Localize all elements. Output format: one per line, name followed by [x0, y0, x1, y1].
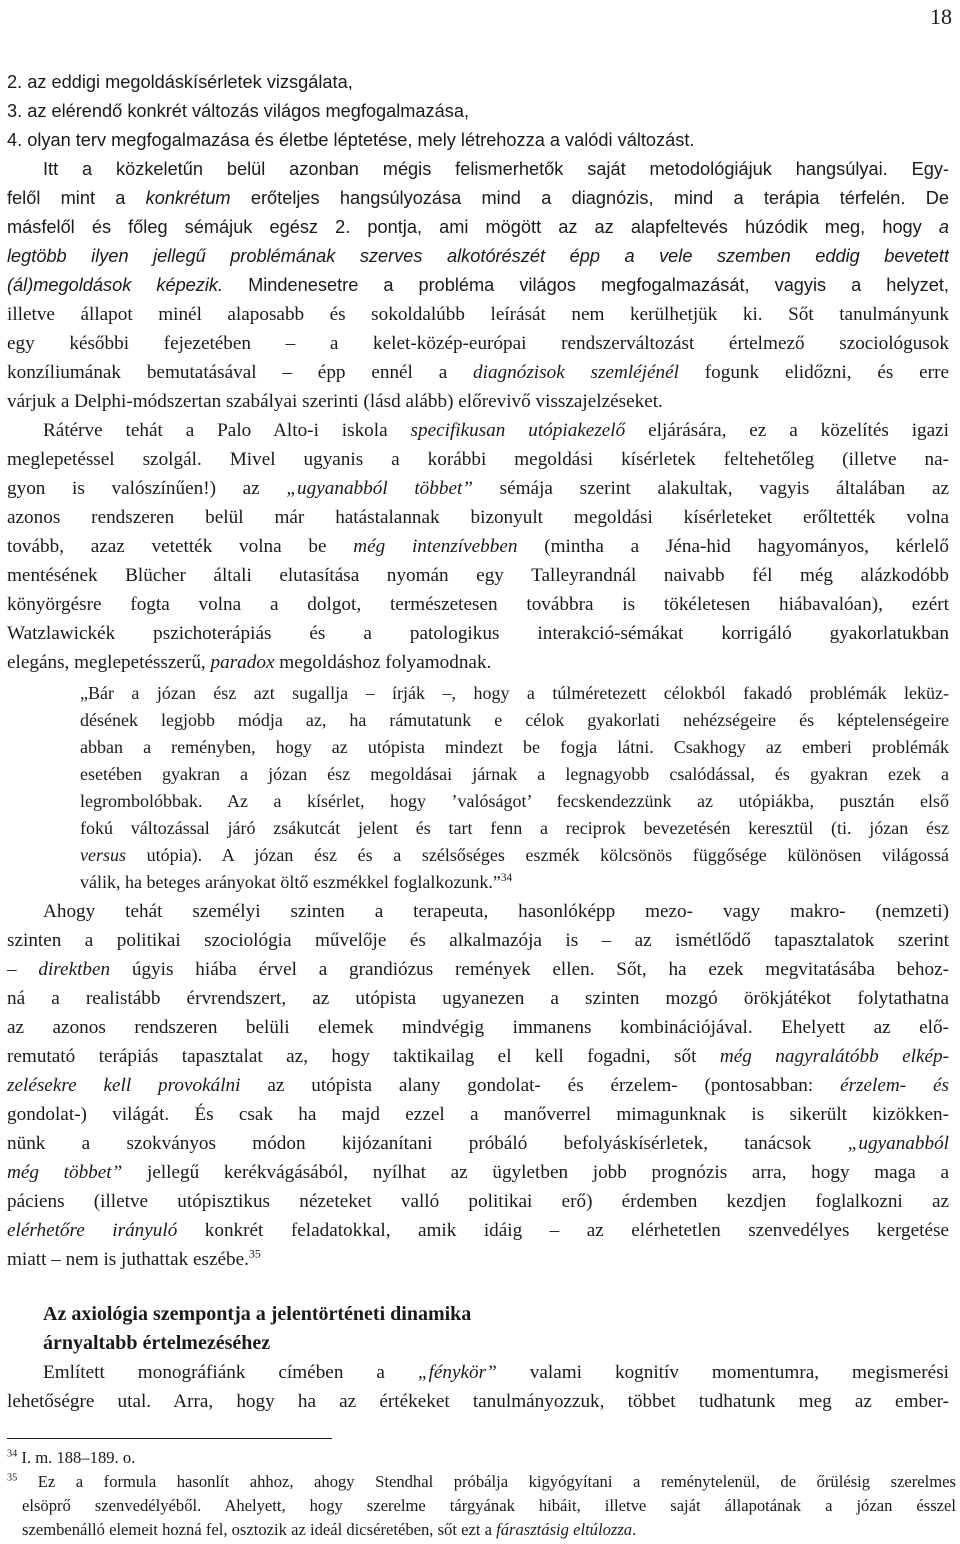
text-segment: mentésének Blücher általi elutasítása nyomán egy Talleyrandnál naivabb fél még alázkodóbb [7, 565, 949, 586]
text-line [7, 1158, 949, 1187]
text-segment: utópia). A józan ész és a szélsőséges eszmék kölcsönös függősége különösen világossá [126, 845, 949, 865]
text-segment: esetében gyakran a józan ész megoldásai járnak a legnagyobb csalódással, és gyakran ezek a [80, 764, 949, 784]
list-item [7, 97, 607, 126]
footnote-marker: 34 [500, 872, 513, 884]
text-segment: . [632, 1520, 637, 1539]
text-segment: „fénykör” [417, 1362, 497, 1383]
text-segment: felől mint a [7, 188, 146, 208]
quote-line [80, 868, 680, 897]
text-segment: eljárására, ez a közelítés igazi [625, 420, 949, 441]
text-line [7, 648, 647, 677]
footnote-line [22, 1518, 822, 1542]
text-segment: Ahogy tehát személyi szinten a terapeuta, hasonlóképp mezo- vagy makro- (nemzeti) [43, 901, 949, 922]
text-line [7, 329, 949, 358]
text-segment: válik, ha beteges arányokat öltő eszmékkel foglalkozunk.” [80, 872, 501, 892]
list-item [7, 68, 427, 97]
text-segment: erőteljes hangsúlyozása mind a diagnózis, mind a terápia térfelén. De [230, 188, 949, 208]
quote-line [80, 841, 949, 870]
text-segment: egy későbbi fejezetében – a kelet-közép-európai rendszerváltozást értelmező szociológusok [7, 333, 949, 354]
quote-line [80, 706, 949, 735]
text-line [7, 561, 949, 590]
text-segment: legrombolóbbak. Az a kísérlet, hogy ’valóságot’ fecskendezzünk az utópiákba, pusztán első [80, 791, 949, 811]
page-number: 18 [930, 4, 952, 29]
text-segment: lehetőségre utal. Arra, hogy ha az értékeket tanulmányozzuk, többet tudhatunk meg az ember- [7, 1391, 949, 1412]
text-segment: „ugyanabból többet” [286, 478, 473, 499]
footnote-line [7, 1470, 956, 1494]
text-segment: még többet” [7, 1162, 123, 1183]
text-segment: Rátérve tehát a Palo Alto-i iskola [43, 420, 411, 441]
text-segment: úgyis hiába érvel a grandiózus remények ellen. Sőt, ha ezek megvitatásába behoz- [110, 959, 949, 980]
text-segment: „Bár a józan ész azt sugallja – írják –, hogy a túlméretezett célokból fakadó problémák leküz- [80, 683, 949, 703]
text-segment: paradox [210, 652, 275, 673]
text-line [43, 155, 949, 184]
text-segment: (mintha a Jéna-hid hagyományos, kérlelő [517, 536, 949, 557]
footnote-line [7, 1446, 307, 1470]
text-line [7, 184, 949, 213]
text-line [7, 926, 949, 955]
text-segment: Ez a formula hasonlít ahhoz, ahogy Stendhal próbálja kigyógyítani a reménytelenül, de őrülésig szerelmes [17, 1472, 956, 1491]
text-segment: azonos rendszeren belül már hatástalannak bizonyult megoldási kísérleteket erőltették volna [7, 507, 949, 528]
text-line [7, 1216, 949, 1245]
text-segment: páciens (illetve utópisztikus nézeteket valló politikai erő) érdemben kezdjen foglalkozni az [7, 1191, 949, 1212]
text-segment: abban a reményben, hogy az utópista mindezt be fogja látni. Csakhogy az emberi problémák [80, 737, 949, 757]
text-segment: az utópista alany gondolat- és érzelem- (pontosabban: [240, 1075, 841, 1096]
text-line [7, 503, 949, 532]
section-heading [43, 1300, 663, 1329]
text-segment: valami kognitív momentumra, megismerési [496, 1362, 949, 1383]
text-segment: illetve állapot minél alaposabb és sokoldalúbb leírását nem kerülhetjük ki. Sőt tanulmányunk [7, 304, 949, 325]
text-segment: legtöbb ilyen jellegű problémának szerves alkotórészét épp a vele szemben eddig bevetett [7, 246, 949, 266]
footnote-marker: 34 [7, 1448, 18, 1460]
text-segment: nünk a szokványos módon kijózanítani próbáló befolyáskísérletek, tanácsok [7, 1133, 848, 1154]
text-segment: sémája szerint alakultak, vagyis általában az [472, 478, 949, 499]
text-segment: désének legjobb módja az, ha rámutatunk e célok gyakorlati nehézségeire és képtelenségeire [80, 710, 949, 730]
text-segment: direktben [38, 959, 111, 980]
list-item [7, 126, 927, 155]
text-segment: elsöprő szenvedélyéből. Ahelyett, hogy szerelme tárgyának hibáit, illetve saját állapotának a józan ésszel [22, 1496, 956, 1515]
text-segment: konkrétum [145, 188, 231, 208]
text-segment: még intenzívebben [353, 536, 518, 557]
text-segment: szinten a politikai szociológia művelője és alkalmazója is – az ismétlődő tapasztalatok szerint [7, 930, 949, 951]
text-segment: a [938, 217, 949, 237]
text-line [7, 1245, 407, 1274]
footnote-marker: 35 [7, 1472, 18, 1484]
text-segment: Itt a közkeletűn belül azonban mégis felismerhetők saját metodológiájuk hangsúlyai. Egy- [43, 159, 949, 179]
text-segment: Az axiológia szempontja a jelentörténeti dinamika [43, 1303, 472, 1325]
text-segment: ná a realistább érvrendszert, az utópista ugyanezen a szinten mozgó örökjátékot folytathatna [7, 988, 949, 1009]
text-segment: még nagyralátóbb elkép- [719, 1046, 949, 1067]
text-segment: meglepetéssel szolgál. Mivel ugyanis a korábbi megoldási kísérletek feltehetőleg (illetve na- [7, 449, 949, 470]
text-segment: jellegű kerékvágásából, nyílhat az ügyletben jobb prognózis arra, hogy maga a [122, 1162, 949, 1183]
text-line [43, 1358, 949, 1387]
text-segment: Watzlawickék pszichoterápiás és a patologikus interakció-sémákat korrigáló gyakorlatukban [7, 623, 949, 644]
text-line [7, 271, 949, 300]
text-line [7, 445, 949, 474]
text-segment: I. m. 188–189. o. [17, 1448, 136, 1467]
text-segment: megoldáshoz folyamodnak. [274, 652, 492, 673]
text-segment: Említett monográfiánk címében a [43, 1362, 418, 1383]
text-line [7, 590, 949, 619]
quote-line [80, 679, 949, 708]
text-line [7, 474, 949, 503]
quote-line [80, 733, 949, 762]
text-segment: fárasztásig eltúlozza [496, 1520, 633, 1539]
quote-line [80, 787, 949, 816]
text-segment: érzelem- és [840, 1075, 949, 1096]
text-segment: gyon is valószínűen!) az [7, 478, 287, 499]
quote-line [80, 814, 949, 843]
text-segment: – [7, 959, 39, 980]
text-line [7, 213, 949, 242]
text-line [7, 1042, 949, 1071]
text-segment: zelésekre kell provokálni [7, 1075, 241, 1096]
text-segment: elérhetőre irányuló [7, 1220, 178, 1241]
quote-line [80, 760, 949, 789]
text-segment: konkrét feladatokkal, amik idáig – az elérhetetlen szenvedélyes kergetése [177, 1220, 949, 1241]
text-segment: 3. az elérendő konkrét változás világos megfogalmazása, [7, 101, 470, 121]
text-segment: fokú változással járó zsákutcát jelent és tart fenn a reciprok bevezetésén keresztül (ti. józan ész [80, 818, 949, 838]
text-segment: konzíliumának bemutatásával – épp ennél a [7, 362, 474, 383]
text-segment: könyörgésre fogta volna a dolgot, természetesen továbbra is tökéletesen hiábavalóan), ezért [7, 594, 949, 615]
text-line [7, 358, 949, 387]
text-segment: másfelől és főleg sémájuk egész 2. pontja, ami mögött az az alapfeltevés húzódik meg, hogy [7, 217, 939, 237]
text-line [7, 300, 949, 329]
text-line [7, 1100, 949, 1129]
text-segment: szembenálló elemeit hozná fel, osztozik az ideál dicséretében, sőt ezt a [22, 1520, 497, 1539]
text-line [7, 1013, 949, 1042]
text-segment: miatt – nem is juthattak eszébe. [7, 1249, 249, 1270]
text-line [7, 1129, 949, 1158]
text-line [7, 387, 877, 416]
text-segment: versus [80, 845, 126, 865]
text-segment: 2. az eddigi megoldáskísérletek vizsgálata, [7, 72, 353, 92]
text-line [7, 955, 949, 984]
text-line [7, 619, 949, 648]
text-segment: diagnózisok szemléjénél [473, 362, 679, 383]
text-segment: Mindenesetre a probléma világos megfogalmazását, vagyis a helyzet, [223, 275, 949, 295]
text-line [7, 984, 949, 1013]
text-segment: „ugyanabból [847, 1133, 949, 1154]
text-segment: elegáns, meglepetésszerű, [7, 652, 211, 673]
text-segment: árnyaltabb értelmezéséhez [43, 1332, 271, 1354]
text-line [7, 1387, 949, 1416]
text-segment: 4. olyan terv megfogalmazása és életbe léptetése, mely létrehozza a valódi változást. [7, 130, 695, 150]
text-line [7, 1187, 949, 1216]
text-segment: (ál)megoldások képezik. [7, 275, 224, 295]
footnote-marker: 35 [248, 1246, 261, 1261]
text-segment: várjuk a Delphi-módszertan szabályai szerinti (lásd alább) előrevivő visszajelzéseket. [7, 391, 663, 412]
text-segment: remutató terápiás tapasztalat az, hogy taktikailag el kell fogadni, sőt [7, 1046, 720, 1067]
text-line [43, 897, 949, 926]
text-line [7, 1071, 949, 1100]
text-segment: fogunk elidőzni, és erre [678, 362, 949, 383]
text-line [43, 416, 949, 445]
text-segment: specifikusan utópiakezelő [410, 420, 626, 441]
text-segment: gondolat-) világát. És csak ha majd ezzel a manőverrel mimagunknak is sikerült kizökken- [7, 1104, 949, 1125]
text-line [7, 242, 949, 271]
footnote-line [22, 1494, 956, 1518]
section-heading [43, 1329, 663, 1358]
text-line [7, 532, 949, 561]
text-segment: az azonos rendszeren belüli elemek mindvégig immanens kombinációjával. Ehelyett az elő- [7, 1017, 949, 1038]
text-segment: tovább, azaz vetették volna be [7, 536, 354, 557]
footnote-separator [7, 1438, 332, 1439]
